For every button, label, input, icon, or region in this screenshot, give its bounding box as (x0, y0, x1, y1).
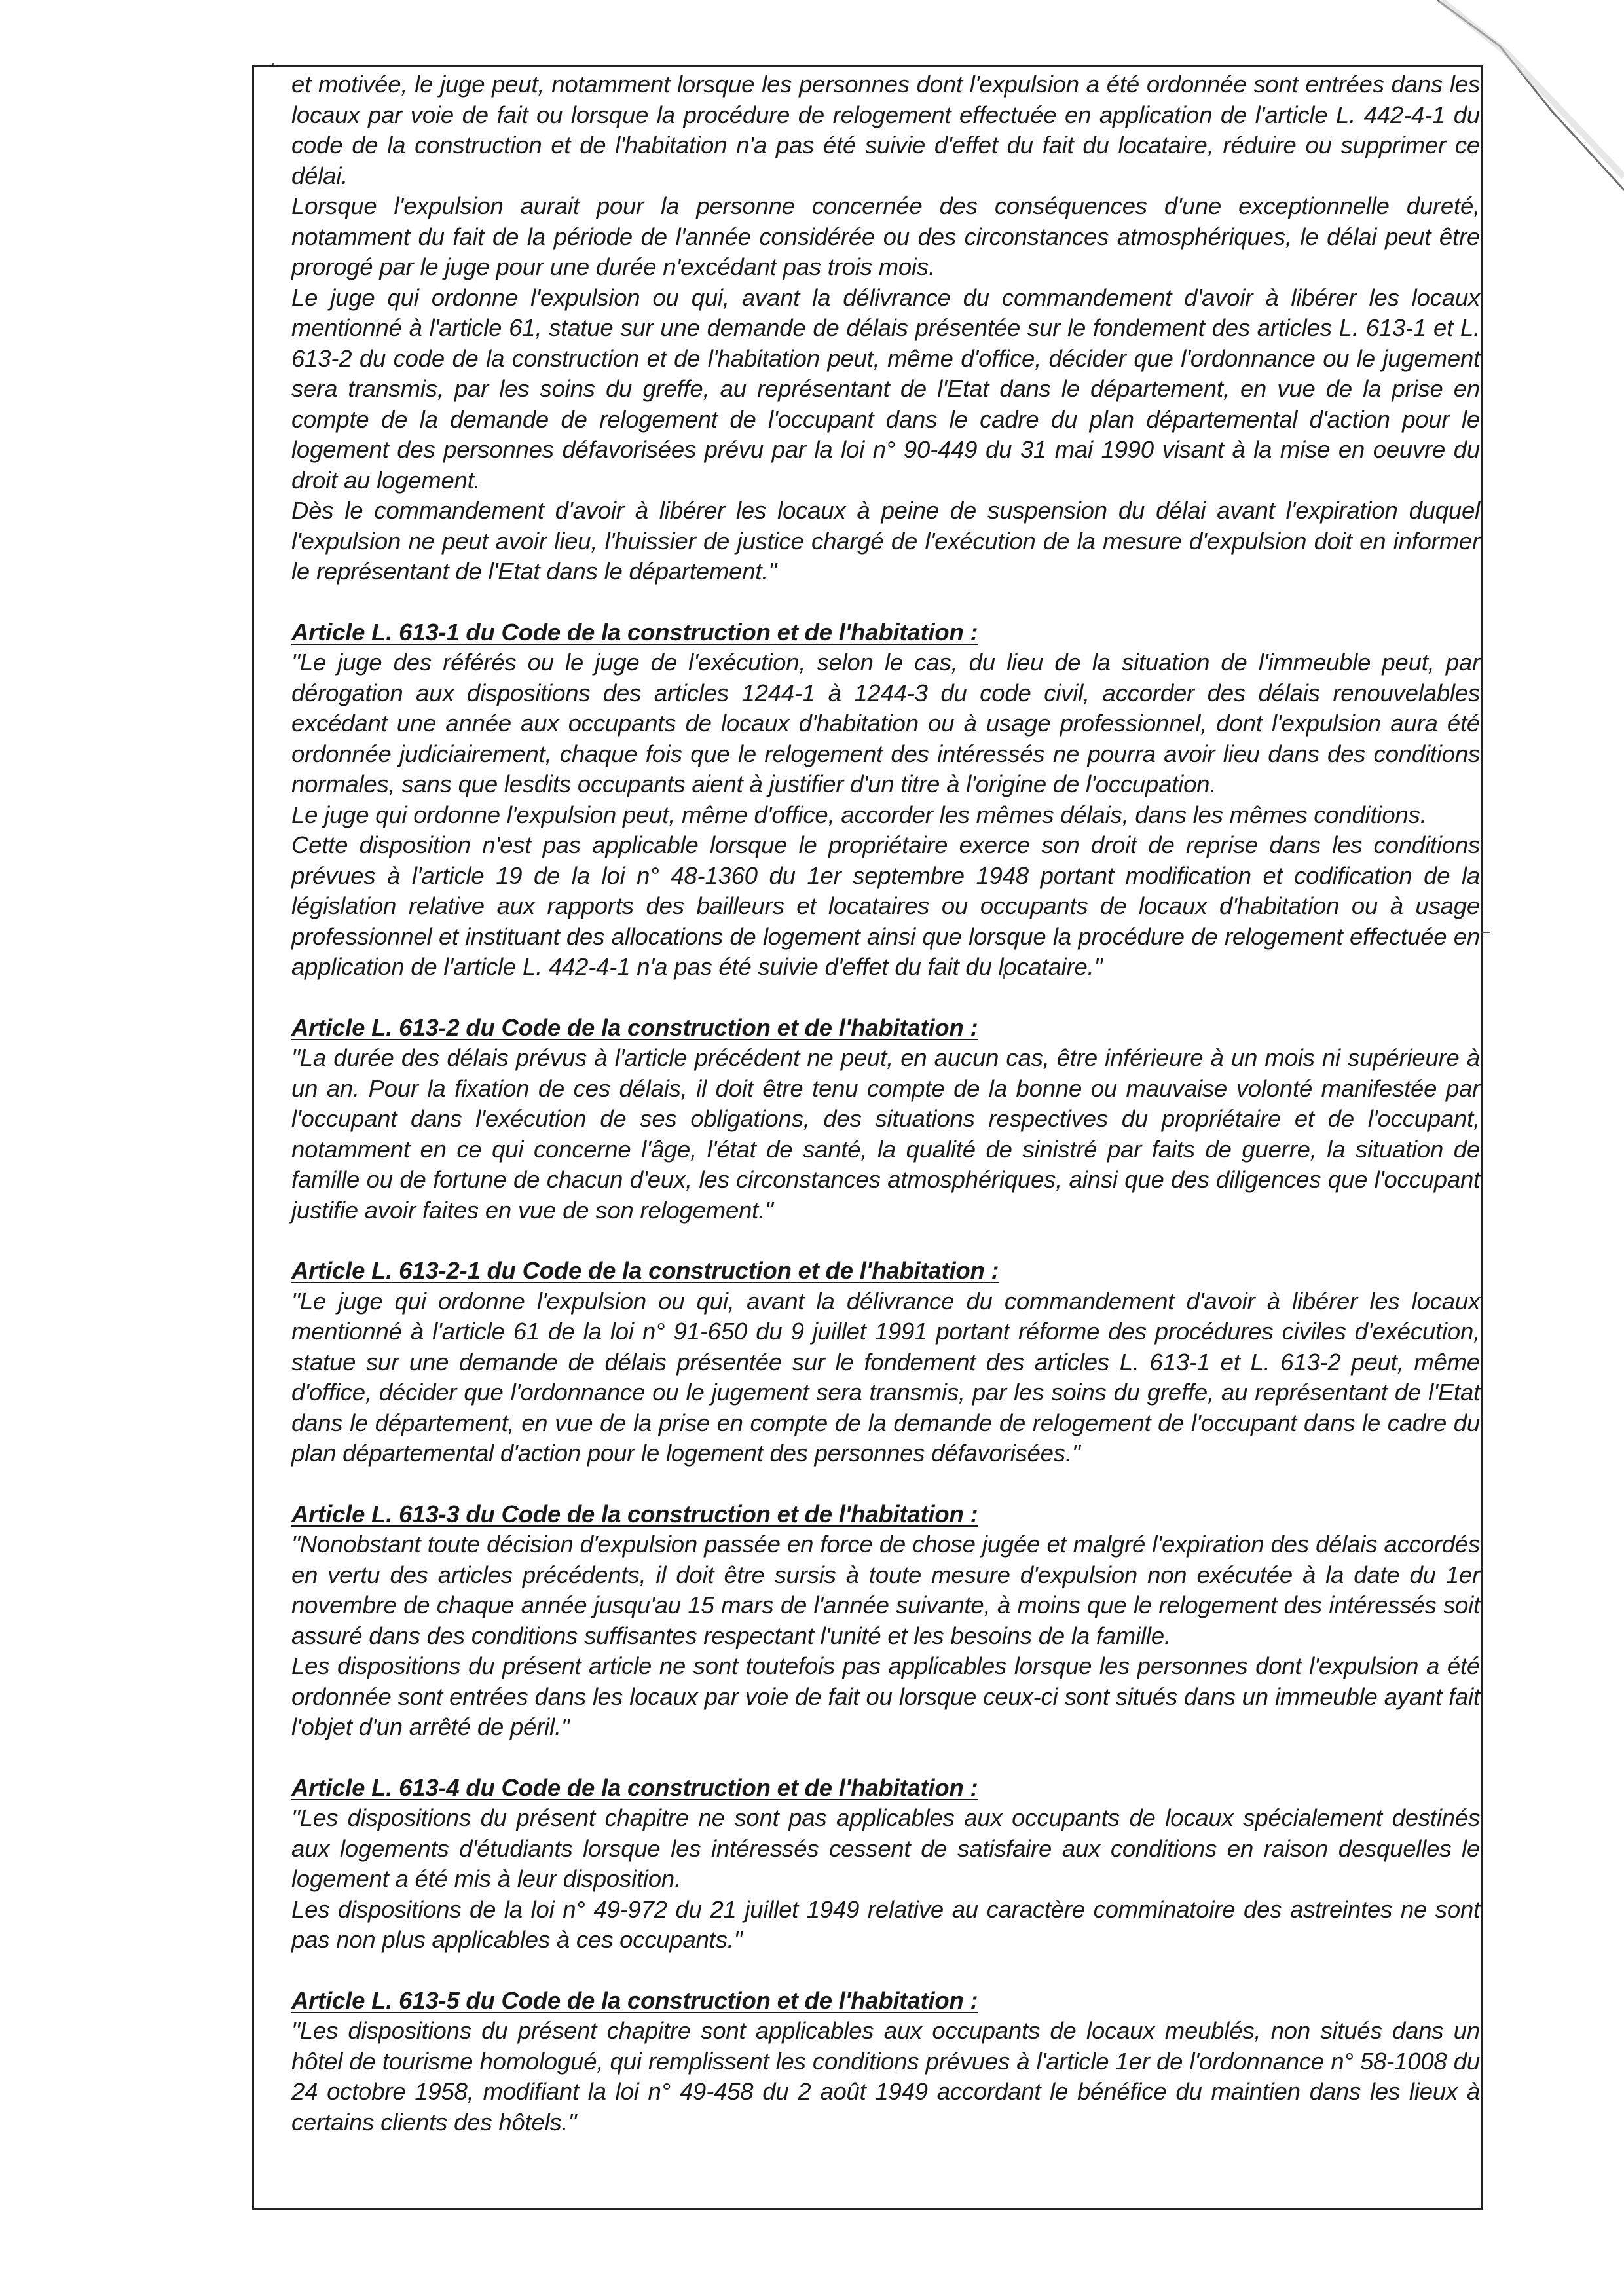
intro-section (291, 69, 1480, 587)
article-section (291, 1013, 1480, 1226)
paragraph: Cette disposition n'est pas applicable lorsque le propriétaire exerce son droit de reprise dans les conditions prévues à l'article 19 de la loi n° 48-1360 du 1er septembre 1948 portant modification et codification de la législation relative aux rapports des bailleurs et locataires ou occupants de locaux d'habitation ou à usage professionnel et instituant des allocations de logement ainsi que lorsque la procédure de relogement effectuée en application de l'article L. 442-4-1 n'a pas été suivie d'effet du fait du locataire." (291, 831, 1480, 980)
paragraph: Lorsque l'expulsion aurait pour la personne concernée des conséquences d'une exceptionnelle dureté, notamment du fait de la période de l'année considérée ou des circonstances atmosphériques, le délai peut être prorogé par le juge pour une durée n'excédant pas trois mois. (291, 192, 1480, 280)
article-section (291, 1499, 1480, 1743)
paragraph: "Les dispositions du présent chapitre ne sont pas applicables aux occupants de locaux spécialement destinés aux logements d'étudiants lorsque les intéressés cessent de satisfaire aux conditions en raison desquelles le logement a été mis à leur disposition. (291, 1804, 1480, 1892)
article-section (291, 617, 1480, 983)
article-section (291, 1256, 1480, 1469)
article-heading: Article L. 613-2-1 du Code de la construction et de l'habitation : (291, 1257, 999, 1284)
scan-speck (272, 63, 274, 65)
paragraph: Les dispositions de la loi n° 49-972 du 21 juillet 1949 relative au caractère comminatoire des astreintes ne sont pas non plus applicables à ces occupants." (291, 1895, 1480, 1953)
article-section (291, 1986, 1480, 2138)
paragraph: Dès le commandement d'avoir à libérer les locaux à peine de suspension du délai avant l'expiration duquel l'expulsion ne peut avoir lieu, l'huissier de justice chargé de l'exécution de la mesure d'expulsion doit en informer le représentant de l'Etat dans le département." (291, 497, 1480, 585)
article-heading: Article L. 613-4 du Code de la construction et de l'habitation : (291, 1774, 978, 1801)
paragraph: "Nonobstant toute décision d'expulsion passée en force de chose jugée et malgré l'expiration des délais accordés en vertu des articles précédents, il doit être sursis à toute mesure d'expulsion non exécutée à la date du 1er novembre de chaque année jusqu'au 15 mars de l'année suivante, à moins que le relogement des intéressés soit assuré dans des conditions suffisantes respectant l'unité et les besoins de la famille. (291, 1531, 1480, 1649)
paragraph: "Les dispositions du présent chapitre sont applicables aux occupants de locaux meublés, non situés dans un hôtel de tourisme homologué, qui remplissent les conditions prévues à l'article 1er de l'ordonnance n° 58-1008 du 24 octobre 1958, modifiant la loi n° 49-458 du 2 août 1949 accordant le bénéfice du maintien dans les lieux à certains clients des hôtels." (291, 2017, 1480, 2136)
article-heading: Article L. 613-5 du Code de la construction et de l'habitation : (291, 1986, 978, 2014)
paragraph: "La durée des délais prévus à l'article précédent ne peut, en aucun cas, être inférieure à un mois ni supérieure à un an. Pour la fixation de ces délais, il doit être tenu compte de la bonne ou mauvaise volonté manifestée par l'occupant dans l'exécution de ses obligations, des situations respectives du propriétaire et de l'occupant, notamment en ce qui concerne l'âge, l'état de santé, la qualité de sinistré par faits de guerre, la situation de famille ou de fortune de chacun d'eux, les circonstances atmosphériques, ainsi que des diligences que l'occupant justifie avoir faites en vue de son relogement." (291, 1044, 1480, 1224)
paragraph: Le juge qui ordonne l'expulsion peut, même d'office, accorder les mêmes délais, dans les mêmes conditions. (291, 801, 1427, 828)
paragraph: Le juge qui ordonne l'expulsion ou qui, avant la délivrance du commandement d'avoir à libérer les locaux mentionné à l'article 61, statue sur une demande de délais présentée sur le fondement des articles L. 613-1 et L. 613-2 du code de la construction et de l'habitation peut, même d'office, décider que l'ordonnance ou le jugement sera transmis, par les soins du greffe, au représentant de l'Etat dans le département, en vue de la prise en compte de la demande de relogement de l'occupant dans le cadre du plan départemental d'action pour le logement des personnes défavorisées prévu par la loi n° 90-449 du 31 mai 1990 visant à la mise en oeuvre du droit au logement. (291, 283, 1480, 494)
paragraph: et motivée, le juge peut, notamment lorsque les personnes dont l'expulsion a été ordonnée sont entrées dans les locaux par voie de fait ou lorsque la procédure de relogement effectuée en application de l'article L. 442-4-1 du code de la construction et de l'habitation n'a pas été suivie d'effet du fait du locataire, réduire ou supprimer ce délai. (291, 71, 1480, 189)
paragraph: "Le juge des référés ou le juge de l'exécution, selon le cas, du lieu de la situation de l'immeuble peut, par dérogation aux dispositions des articles 1244-1 à 1244-3 du code civil, accorder des délais renouvelables excédant une année aux occupants de locaux d'habitation ou à usage professionnel, dont l'expulsion aura été ordonnée judiciairement, chaque fois que le relogement des intéressés ne pourra avoir lieu dans des conditions normales, sans que lesdits occupants aient à justifier d'un titre à l'origine de l'occupation. (291, 649, 1480, 797)
article-section (291, 1773, 1480, 1956)
paragraph: Les dispositions du présent article ne sont toutefois pas applicables lorsque les personnes dont l'expulsion a été ordonnée sont entrées dans les locaux par voie de fait ou lorsque ceux-ci sont situés dans un immeuble ayant fait l'objet d'un arrêté de péril." (291, 1652, 1480, 1740)
paragraph: "Le juge qui ordonne l'expulsion ou qui, avant la délivrance du commandement d'avoir à libérer les locaux mentionné à l'article 61 de la loi n° 91-650 du 9 juillet 1991 portant réforme des procédures civiles d'exécution, statue sur une demande de délais présentée sur le fondement des articles L. 613-1 et L. 613-2 peut, même d'office, décider que l'ordonnance ou le jugement sera transmis, par les soins du greffe, au représentant de l'Etat dans le département, en vue de la prise en compte de la demande de relogement de l'occupant dans le cadre du plan départemental d'action pour le logement des personnes défavorisées." (291, 1287, 1480, 1467)
article-heading: Article L. 613-3 du Code de la construction et de l'habitation : (291, 1500, 978, 1527)
scan-speck (1481, 932, 1490, 933)
document-body (291, 69, 1480, 2138)
article-heading: Article L. 613-2 du Code de la construction et de l'habitation : (291, 1013, 978, 1041)
article-heading: Article L. 613-1 du Code de la construction et de l'habitation : (291, 618, 978, 646)
